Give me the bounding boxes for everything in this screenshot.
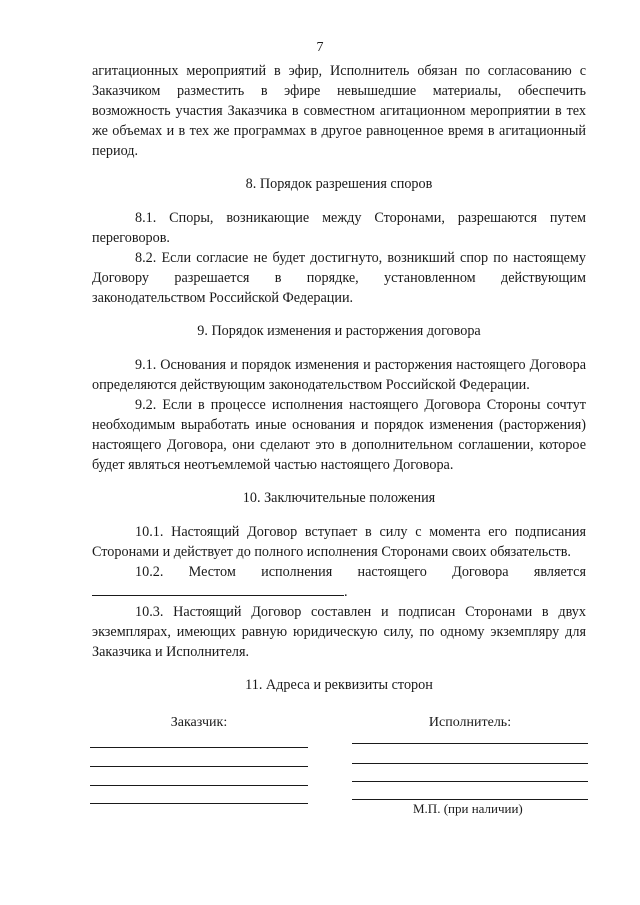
customer-line-4[interactable] (90, 803, 308, 804)
clause-10-2-blank-line (92, 582, 586, 602)
clause-9-1: 9.1. Основания и порядок изменения и расторжения настоящего Договора определяются действующим законодательством Российской Федерации. (92, 357, 586, 393)
document-body (92, 61, 586, 695)
contractor-line-1[interactable] (352, 743, 588, 744)
clause-8-1: 8.1. Споры, возникающие между Сторонами, разрешаются путем переговоров. (92, 210, 586, 246)
clause-10-2-period: . (344, 584, 348, 600)
contractor-label: Исполнитель: (428, 715, 512, 730)
page-number: 7 (316, 40, 324, 55)
stamp-note: М.П. (при наличии) (413, 801, 523, 816)
customer-line-3[interactable] (90, 785, 308, 786)
section-10-heading: 10. Заключительные положения (242, 490, 436, 506)
section-11-heading: 11. Адреса и реквизиты сторон (245, 677, 433, 693)
signature-block (90, 715, 590, 825)
clause-8-2: 8.2. Если согласие не будет достигнуто, возникший спор по настоящему Договору разрешается в порядке, установленном действующим законодательством Российской Федерации. (92, 250, 586, 306)
contractor-line-2[interactable] (352, 763, 588, 764)
place-of-performance-blank[interactable] (92, 582, 344, 596)
clause-10-1: 10.1. Настоящий Договор вступает в силу с момента его подписания Сторонами и действует до полного исполнения Сторонами своих обязательств. (92, 524, 586, 560)
customer-label: Заказчик: (170, 715, 228, 730)
contractor-line-4[interactable] (352, 799, 588, 800)
clause-10-3: 10.3. Настоящий Договор составлен и подписан Сторонами в двух экземплярах, имеющих равную юридическую силу, по одному экземпляру для Заказчика и Исполнителя. (92, 604, 586, 660)
customer-line-2[interactable] (90, 766, 308, 767)
clause-10-2-text: 10.2. Местом исполнения настоящего Договора является (135, 564, 586, 580)
clause-10-2 (92, 562, 586, 582)
contractor-line-3[interactable] (352, 781, 588, 782)
section-8-heading: 8. Порядок разрешения споров (245, 176, 433, 192)
section-9-heading: 9. Порядок изменения и расторжения договора (197, 323, 481, 339)
clause-9-2: 9.2. Если в процессе исполнения настоящего Договора Стороны сочтут необходимым выработать иные основания и порядок изменения (расторжения) настоящего Договора, они сделают это в дополнительном соглашении, которое будет являться неотъемлемой частью настоящего Договора. (92, 397, 586, 473)
customer-line-1[interactable] (90, 747, 308, 748)
continuation-paragraph: агитационных мероприятий в эфир, Исполнитель обязан по согласованию с Заказчиком разместить в эфире невышедшие материалы, обеспечить возможность участия Заказчика в совместном агитационном мероприятии в тех же объемах и в тех же программах в другое равноценное время в агитационный период. (92, 63, 586, 159)
